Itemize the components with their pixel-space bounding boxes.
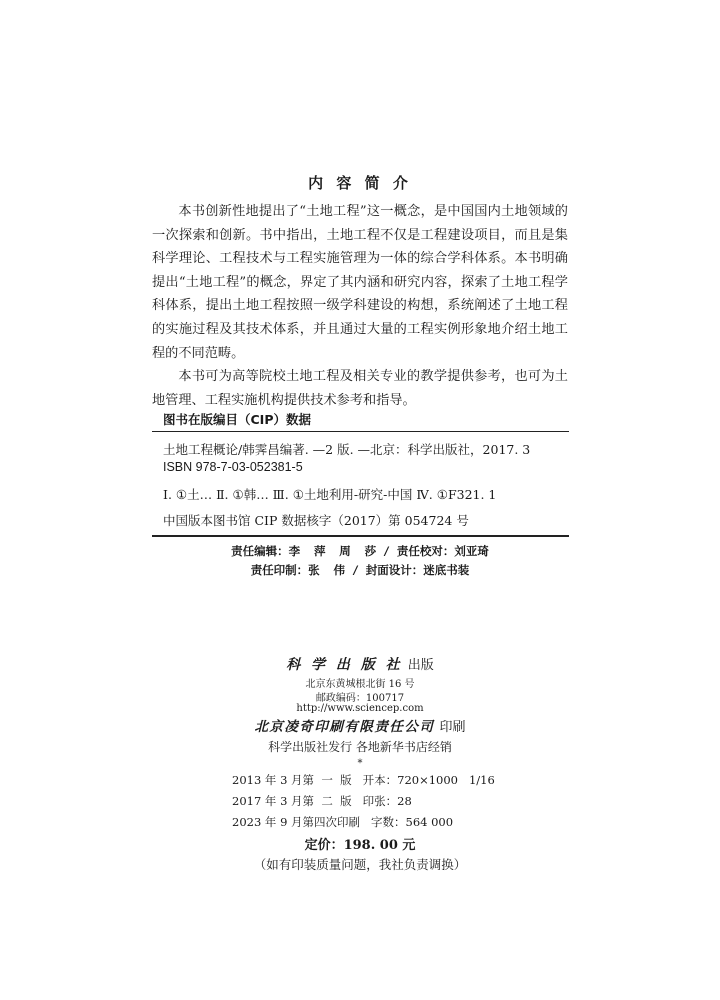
publisher-line <box>0 654 720 674</box>
cip-number: 中国版本图书馆 CIP 数据核字（2017）第 054724 号 <box>163 513 469 528</box>
cip-isbn: ISBN 978-7-03-052381-5 <box>163 460 303 474</box>
cip-bottom-rule <box>152 535 569 537</box>
edition-line-2: 2017 年 3 月第 二 版 印张：28 <box>232 794 412 808</box>
intro-paragraph-2: 本书可为高等院校土地工程及相关专业的教学提供参考，也可为土地管理、工程实施机构提供技术参考和指导。 <box>152 369 568 408</box>
price: 定价：198. 00 元 <box>304 838 416 853</box>
quality-note: （如有印装质量问题，我社负责调换） <box>253 857 467 872</box>
cip-heading: 图书在版编目（CIP）数据 <box>163 412 311 427</box>
printer-name: 北京凌奇印刷有限责任公司 <box>254 719 435 735</box>
cip-classification: Ⅰ. ①土… Ⅱ. ①韩… Ⅲ. ①土地利用-研究-中国 Ⅳ. ①F321. 1 <box>163 487 497 502</box>
edition-line-1: 2013 年 3 月第 一 版 开本：720×1000 1/16 <box>232 773 495 787</box>
cip-top-rule <box>152 431 569 432</box>
intro-title: 内 容 简 介 <box>308 174 412 192</box>
editors-line-2: 责任印制：张 伟 / 封面设计：迷底书装 <box>250 563 470 577</box>
distribution-line: 科学出版社发行 各地新华书店经销 <box>268 740 452 754</box>
publisher-suffix: 出版 <box>407 658 434 673</box>
publisher-postcode: 邮政编码：100717 <box>315 693 405 704</box>
publisher-website: http://www.sciencep.com <box>296 703 424 714</box>
printer-suffix: 印刷 <box>439 720 466 735</box>
publisher-name: 科 学 出 版 社 <box>286 657 403 673</box>
cip-bibliographic-line: 土地工程概论/韩霁昌编著. —2 版. —北京：科学出版社，2017. 3 <box>163 442 531 457</box>
editors-line-1: 责任编辑：李 萍 周 莎 / 责任校对：刘亚琦 <box>231 544 489 558</box>
publisher-address: 北京东黄城根北街 16 号 <box>305 679 415 690</box>
intro-paragraph-1: 本书创新性地提出了“土地工程”这一概念，是中国国内土地领域的一次探索和创新。书中指出，土地工程不仅是工程建设项目，而且是集科学理论、工程技术与工程实施管理为一体的综合学科体系。本书明确提出“土地工程”的概念，界定了其内涵和研究内容，探索了土地工程学科体系，提出土地工程按照一级学科建设的构想，系统阐述了土地工程的实施过程及其技术体系，并且通过大量的工程实例形象地介绍土地工程的不同范畴。 <box>152 204 568 361</box>
intro-body <box>152 200 568 412</box>
separator-asterisk: * <box>357 758 363 769</box>
edition-line-3: 2023 年 9 月第四次印刷 字数：564 000 <box>232 815 454 829</box>
printer-line <box>0 715 720 735</box>
